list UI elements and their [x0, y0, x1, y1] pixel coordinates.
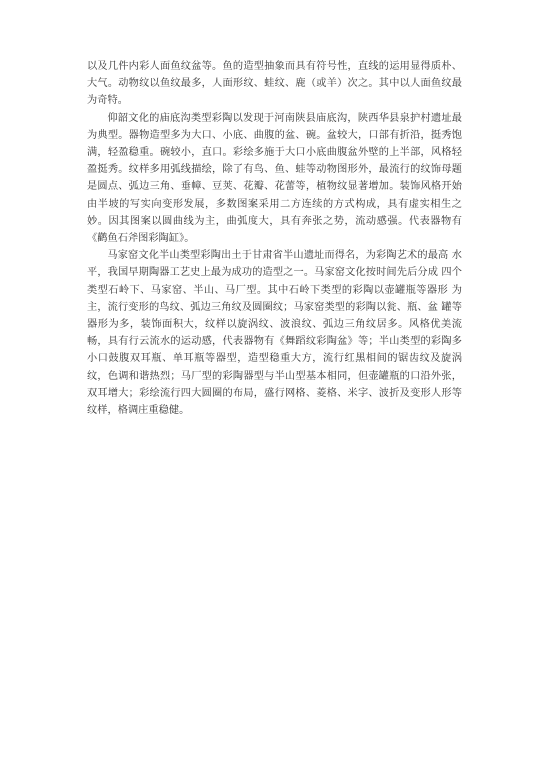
paragraph-3: 马家窑文化半山类型彩陶出土于甘肃省半山遗址而得名，为彩陶艺术的最高 水平，我国早期陶器工艺史上最为成功的造型之一。马家窑文化按时间先后分成 四个类型石岭下、马家窑、半山、马厂型。其中石岭下类型的彩陶以壶罐瓶等器形 为主，流行变形的鸟纹、弧边三角纹及圆圈纹；马家窑类型的彩陶以瓮、瓶、盆 罐等器形为多，装饰面积大，纹样以旋涡纹、波浪纹、弧边三角纹居多。风格优美流畅，具有行云流水的运动感，代表器物有《舞蹈纹彩陶盆》等；半山类型的彩陶多小口鼓腹双耳瓶、单耳瓶等器型，造型稳重大方，流行红黑相间的锯齿纹及旋涡纹，色调和谐热烈；马厂型的彩陶器型与半山型基本相同，但壶罐瓶的口沿外张，双耳增大；彩绘流行四大圆圈的布局，盛行网格、菱格、米字、波折及变形人形等纹样，格调庄重稳健。 [87, 250, 462, 417]
paragraph-2: 仰韶文化的庙底沟类型彩陶以发现于河南陕县庙底沟，陕西华县泉护村遗址最为典型。器物造型多为大口、小底、曲腹的盆、碗。盆较大，口部有折沿，挺秀饱满，轻盈稳重。碗较小，直口。彩绘多施于大口小底曲腹盆外壁的上半部，风格轻盈挺秀。纹样多用弧线描绘，除了有鸟、鱼、蛙等动物图形外，最流行的纹饰母题是圆点、弧边三角、垂幛、豆荚、花瓣、花蕾等，植物纹显著增加。装饰风格开始由半坡的写实向变形发展，多数图案采用二方连续的方式构成，具有虚实相生之妙。因其图案以圆曲线为主，曲弧度大，具有奔张之势，流动感强。代表器物有《鹳鱼石斧图彩陶缸》。 [87, 112, 462, 245]
document-page [87, 58, 462, 419]
paragraph-1: 以及几件内彩人面鱼纹盆等。鱼的造型抽象而具有符号性，直线的运用显得质朴、大气。动物纹以鱼纹最多，人面形纹、蛙纹、鹿（或羊）次之。其中以人面鱼纹最为奇特。 [87, 61, 462, 107]
